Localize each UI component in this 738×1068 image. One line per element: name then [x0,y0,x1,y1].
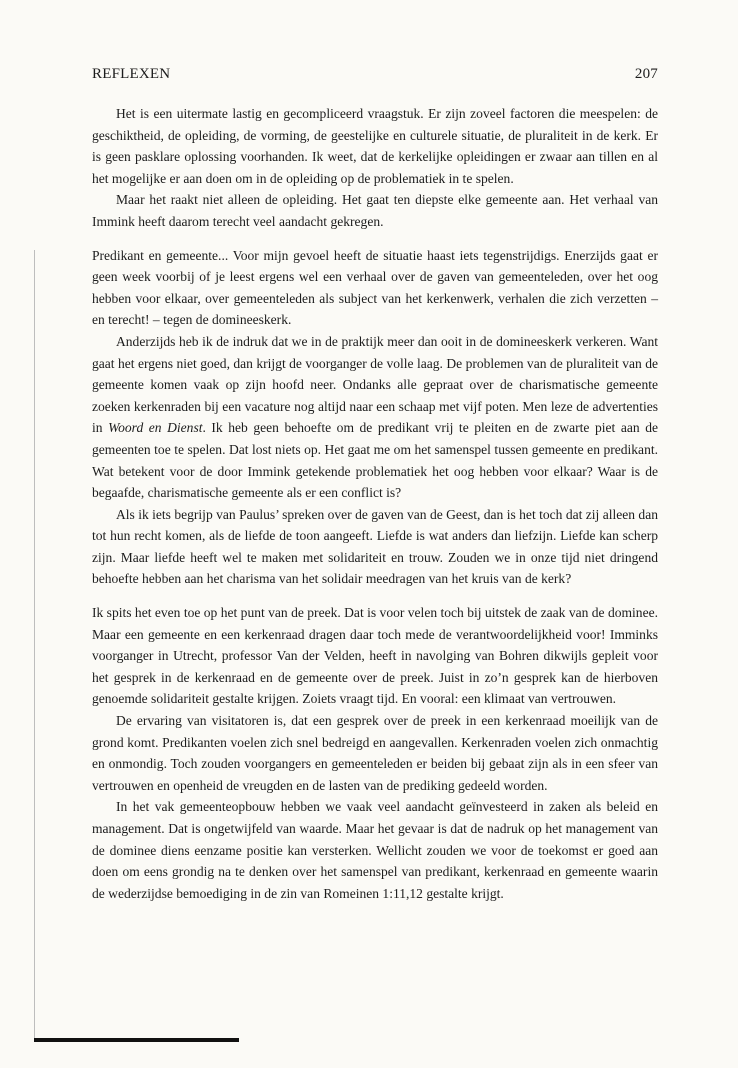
paragraph-3: Predikant en gemeente... Voor mijn gevoel heeft de situatie haast iets tegenstrijdigs. Enerzijds gaat er geen week voorbij of je leest ergens wel een verhaal over de gaven van gemeenteleden, over het oog hebben voor elkaar, over gemeenteleden als subject van het kerkenwerk, verhalen die zich verzetten – en terecht! – tegen de domineeskerk. [92,247,658,328]
paragraph-5: Als ik iets begrijp van Paulus’ spreken over de gaven van de Geest, dan is het toch dat zij alleen dan tot hun recht komen, als de liefde de toon aangeeft. Liefde is wat anders dan liefzijn. Liefde kan scherp zijn. Maar liefde heeft wel te maken met solidariteit en trouw. Zouden we in onze tijd niet dringend behoefte hebben aan het charisma van het solidair meedragen van het kruis van de kerk? [92,506,658,587]
paragraph-2: Maar het raakt niet alleen de opleiding. Het gaat ten diepste elke gemeente aan. Het verhaal van Immink heeft daarom terecht veel aandacht gekregen. [92,192,658,229]
paragraph-1: Het is een uitermate lastig en gecompliceerd vraagstuk. Er zijn zoveel factoren die meespelen: de geschiktheid, de opleiding, de vorming, de geestelijke en culturele situatie, de pluraliteit in de kerk. Er is geen pasklare oplossing voorhanden. Ik weet, dat de kerkelijke opleidingen er zwaar aan tillen en al het mogelijke er aan doen om in de opleiding op de problematiek in te spelen. [92,106,658,186]
scan-edge-left [34,250,35,1040]
paragraph-4 [92,331,658,504]
paragraph-7: De ervaring van visitatoren is, dat een gesprek over de preek in een kerkenraad moeilijk van de grond komt. Predikanten voelen zich snel bedreigd en aangevallen. Kerkenraden voelen zich onmachtig en onmondig. Toch zouden voorgangers en gemeenteleden er beiden bij gebaat zijn als in een sfeer van vertrouwen en openheid de vreugden en de lasten van de prediking gedeeld worden. [92,713,658,793]
page-body [92,103,658,904]
scan-edge-bottom [34,1038,239,1042]
paragraph-6: Ik spits het even toe op het punt van de preek. Dat is voor velen toch bij uitstek de zaak van de dominee. Maar een gemeente en een kerkenraad dragen daar toch mede de verantwoordelijkheid voor! Imminks voorganger in Utrecht, professor Van der Velden, heeft in navolging van Bohren dikwijls gepleit voor het gesprek in de kerkenraad en de gemeente over de preek. Juist in zo’n gesprek kan de hierboven genoemde solidariteit gestalte krijgen. Zoiets vraagt tijd. En vooral: een klimaat van vertrouwen. [92,605,658,707]
journal-title: Woord en Dienst [108,420,203,436]
paragraph-4-part-b: . Ik heb geen behoefte om de predikant vrij te pleiten en de zwarte piet aan de gemeenten toe te spelen. Dat lost niets op. Het gaat me om het samenspel tussen gemeente en predikant. Wat betekent voor de door Immink getekende problematiek het oog hebben voor elkaar? Waar is de begaafde, charismatische gemeente als er een conflict is? [92,420,658,501]
paragraph-4-part-a: Anderzijds heb ik de indruk dat we in de praktijk meer dan ooit in de domineeskerk verkeren. Want gaat het ergens niet goed, dan krijgt de voorganger de volle laag. De problemen van de pluraliteit van de gemeente komen vaak op zijn hoofd neer. Ondanks alle gepraat over de charismatische gemeente zoeken kerkenraden bij een vacature nog altijd naar een schaap met vijf poten. Men leze de advertenties in [92,333,658,436]
page-number: 207 [634,66,658,82]
page-header [92,66,658,83]
running-title: REFLEXEN [92,66,171,82]
paragraph-8: In het vak gemeenteopbouw hebben we vaak veel aandacht geïnvesteerd in zaken als beleid en management. Dat is ongetwijfeld van waarde. Maar het gevaar is dat de nadruk op het management van de dominee diens eenzame positie kan versterken. Wellicht zouden we voor de toekomst er goed aan doen om eens grondig na te denken over het samenspel van predikant, kerkenraad en gemeente waarin de wederzijdse bemoediging in de zin van Romeinen 1:11,12 gestalte krijgt. [92,799,658,901]
